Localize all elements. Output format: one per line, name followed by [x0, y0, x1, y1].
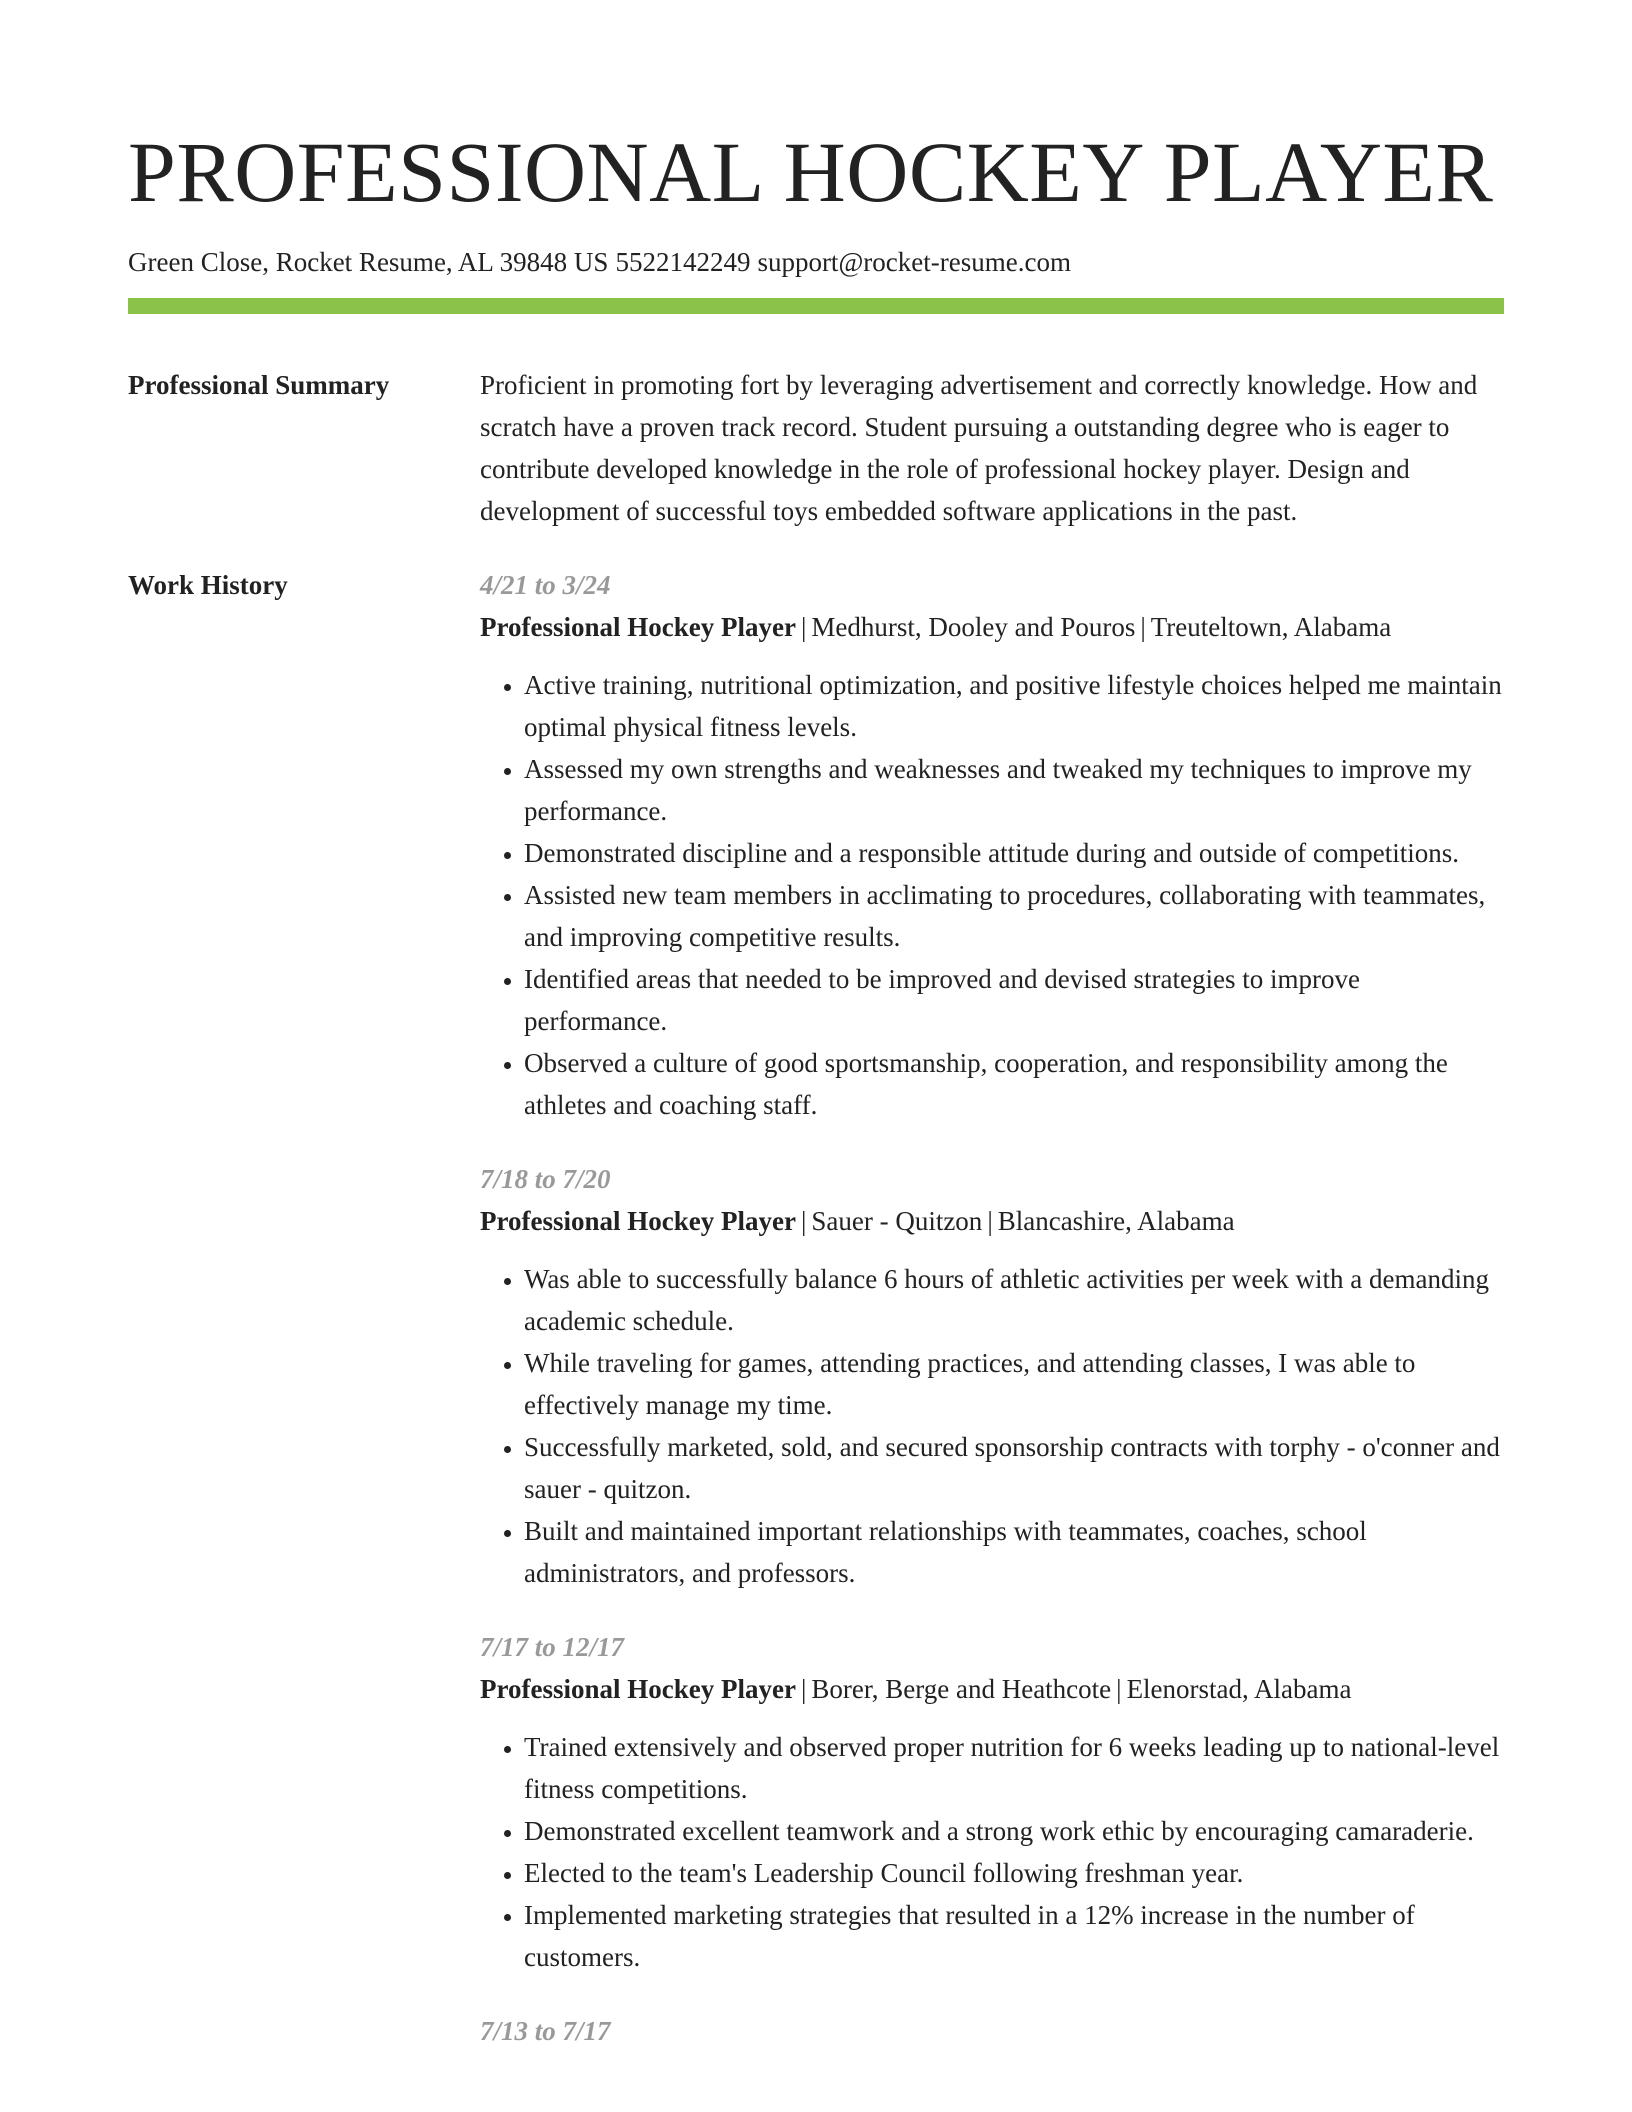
job-bullet: • Was able to successfully balance 6 hours of athletic activities per week with a demanding academic schedule. [524, 1258, 1504, 1342]
separator: | [800, 1206, 807, 1236]
accent-divider [128, 298, 1504, 314]
job-bullet: • Demonstrated excellent teamwork and a strong work ethic by encouraging camaraderie. [524, 1810, 1504, 1852]
job-bullet: • Assessed my own strengths and weaknesses and tweaked my techniques to improve my performance. [524, 748, 1504, 832]
separator: | [1116, 1674, 1122, 1704]
job-bullet: • Implemented marketing strategies that resulted in a 12% increase in the number of customers. [524, 1894, 1504, 1978]
job-dates: 7/13 to 7/17 [480, 2016, 611, 2046]
candidate-name: PROFESSIONAL HOCKEY PLAYER [128, 124, 1494, 220]
job-title: Professional Hockey Player [480, 612, 796, 642]
separator: | [800, 1674, 807, 1704]
summary-heading: Professional Summary [128, 370, 390, 400]
job-dates: 4/21 to 3/24 [480, 570, 611, 600]
job-bullet: • Built and maintained important relationships with teammates, coaches, school administrators, and professors. [524, 1510, 1504, 1594]
separator: | [987, 1206, 993, 1236]
job-location: Elenorstad, Alabama [1126, 1674, 1352, 1704]
job-location: Treuteltown, Alabama [1150, 612, 1392, 642]
job-bullet: • Assisted new team members in acclimating to procedures, collaborating with teammates, and improving competitive results. [524, 874, 1504, 958]
job-company: Medhurst, Dooley and Pouros [811, 612, 1136, 642]
job-company: Sauer - Quitzon [811, 1206, 983, 1236]
job-bullet: • While traveling for games, attending practices, and attending classes, I was able to effectively manage my time. [524, 1342, 1504, 1426]
job-entry [480, 2010, 1504, 2052]
resume-page [128, 0, 1504, 2112]
job-dates: 7/18 to 7/20 [480, 1164, 611, 1194]
job-title: Professional Hockey Player [480, 1206, 796, 1236]
job-bullet: • Trained extensively and observed proper nutrition for 6 weeks leading up to national-level fitness competitions. [524, 1726, 1504, 1810]
summary-section [128, 364, 1504, 532]
job-line [480, 606, 1504, 648]
job-bullet: • Elected to the team's Leadership Council following freshman year. [524, 1852, 1504, 1894]
job-entry [480, 1158, 1504, 1594]
job-entry [480, 564, 1504, 1126]
job-bullets [480, 664, 1504, 1126]
work-history-heading: Work History [128, 570, 288, 600]
job-bullets [480, 1258, 1504, 1594]
job-bullets [480, 1726, 1504, 1978]
job-line [480, 1200, 1504, 1242]
job-location: Blancashire, Alabama [997, 1206, 1235, 1236]
job-company: Borer, Berge and Heathcote [811, 1674, 1112, 1704]
contact-phone: 5522142249 [615, 247, 751, 277]
job-bullet: • Active training, nutritional optimization, and positive lifestyle choices helped me maintain optimal physical fitness levels. [524, 664, 1504, 748]
separator: | [800, 612, 807, 642]
job-bullet: • Observed a culture of good sportsmanship, cooperation, and responsibility among the athletes and coaching staff. [524, 1042, 1504, 1126]
job-dates: 7/17 to 12/17 [480, 1632, 625, 1662]
summary-text: Proficient in promoting fort by leveraging advertisement and correctly knowledge. How and scratch have a proven track record. Student pursuing a outstanding degree who is eager to contribute developed knowledge in the role of professional hockey player. Design and development of successful toys embedded software applications in the past. [480, 370, 1478, 526]
contact-line [128, 246, 1504, 278]
job-bullet: • Identified areas that needed to be improved and devised strategies to improve performance. [524, 958, 1504, 1042]
job-bullet: • Successfully marketed, sold, and secured sponsorship contracts with torphy - o'conner and sauer - quitzon. [524, 1426, 1504, 1510]
separator: | [1140, 612, 1146, 642]
job-line [480, 1668, 1504, 1710]
work-history-section [128, 564, 1504, 2052]
job-title: Professional Hockey Player [480, 1674, 796, 1704]
work-history-list [480, 564, 1504, 2052]
job-bullet: • Demonstrated discipline and a responsible attitude during and outside of competitions. [524, 832, 1504, 874]
contact-email: support@rocket-resume.com [757, 247, 1071, 277]
job-entry [480, 1626, 1504, 1978]
contact-address: Green Close, Rocket Resume, AL 39848 US [128, 247, 609, 277]
